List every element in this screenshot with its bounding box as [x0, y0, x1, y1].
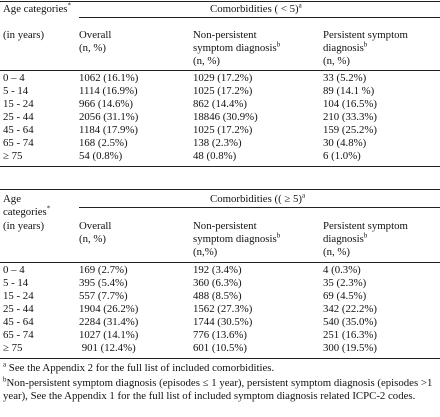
table2-group-title: Comorbidities (( ≥ 5)$^a$: [210, 191, 306, 205]
table1-col-nonpersistent-line3: (n, %): [193, 55, 220, 67]
nonpersistent-cell: 862 (14.4%): [193, 98, 247, 110]
table1-group-title: Comorbidities ( < 5)$^a$: [210, 1, 302, 15]
table1-bottom-rule: [0, 166, 440, 167]
overall-cell: 1062 (16.1%): [79, 72, 139, 84]
nonpersistent-cell: 1025 (17.2%): [193, 124, 253, 136]
persistent-cell: 35 (2.3%): [323, 277, 367, 289]
nonpersistent-cell: 192 (3.4%): [193, 264, 242, 276]
overall-cell: 2284 (31.4%): [79, 316, 139, 328]
table2-units-label: (in years): [3, 220, 45, 232]
age-cell: ≥ 75: [3, 150, 23, 162]
table2-age-header-line2: categories*: [3, 204, 51, 218]
overall-cell: 966 (14.6%): [79, 98, 133, 110]
table2-top-rule: [0, 189, 440, 190]
persistent-cell: 159 (25.2%): [323, 124, 377, 136]
age-cell: 65 - 74: [3, 329, 34, 341]
nonpersistent-cell: 776 (13.6%): [193, 329, 247, 341]
table2-group-rule: [79, 207, 440, 208]
nonpersistent-cell: 1562 (27.3%): [193, 303, 253, 315]
table2-col-nonpersistent-line1: Non-persistent: [193, 220, 257, 232]
table2-header-rule: [0, 262, 440, 263]
overall-cell: 54 (0.8%): [79, 150, 123, 162]
age-cell: 25 - 44: [3, 303, 34, 315]
nonpersistent-cell: 48 (0.8%): [193, 150, 237, 162]
table2-col-nonpersistent-line2: symptom diagnosis$^b$: [193, 231, 281, 245]
overall-cell: 168 (2.5%): [79, 137, 128, 149]
nonpersistent-cell: 360 (6.3%): [193, 277, 242, 289]
age-cell: 15 - 24: [3, 290, 34, 302]
footnote-a: $^a$ See the Appendix 2 for the full list of included comorbidities.: [3, 360, 275, 374]
table1-group-rule: [79, 17, 440, 18]
table2-col-overall-line1: Overall: [79, 220, 112, 232]
table1-col-nonpersistent-line1: Non-persistent: [193, 29, 257, 41]
table1-col-overall-line1: Overall: [79, 29, 112, 41]
nonpersistent-cell: 1744 (30.5%): [193, 316, 253, 328]
age-cell: 0 – 4: [3, 264, 25, 276]
persistent-cell: 210 (33.3%): [323, 111, 377, 123]
table1-col-persistent-line2: diagnosis$^b$: [323, 40, 368, 54]
nonpersistent-cell: 18846 (30.9%): [193, 111, 258, 123]
persistent-cell: 4 (0.3%): [323, 264, 361, 276]
age-cell: 25 - 44: [3, 111, 34, 123]
overall-cell: 1027 (14.1%): [79, 329, 139, 341]
table1-header-rule: [0, 70, 440, 71]
persistent-cell: 342 (22.2%): [323, 303, 377, 315]
overall-cell: 901 (12.4%): [79, 342, 136, 354]
age-cell: ≥ 75: [3, 342, 23, 354]
table2-col-persistent-line2: diagnosis$^b$: [323, 231, 368, 245]
table1-col-nonpersistent-line2: symptom diagnosis$^b$: [193, 40, 281, 54]
persistent-cell: 89 (14.1 %): [323, 85, 375, 97]
table1-age-header: Age categories*: [3, 1, 71, 15]
table1-top-rule: [0, 1, 440, 2]
table2-age-header-line1: Age: [3, 193, 21, 205]
overall-cell: 169 (2.7%): [79, 264, 128, 276]
nonpersistent-cell: 1029 (17.2%): [193, 72, 253, 84]
persistent-cell: 30 (4.8%): [323, 137, 367, 149]
persistent-cell: 104 (16.5%): [323, 98, 377, 110]
persistent-cell: 251 (16.3%): [323, 329, 377, 341]
persistent-cell: 33 (5.2%): [323, 72, 367, 84]
nonpersistent-cell: 1025 (17.2%): [193, 85, 253, 97]
persistent-cell: 300 (19.5%): [323, 342, 377, 354]
table2-col-overall-line2: (n, %): [79, 233, 106, 245]
age-cell: 65 - 74: [3, 137, 34, 149]
table2-col-nonpersistent-line3: (n,%): [193, 246, 218, 258]
nonpersistent-cell: 138 (2.3%): [193, 137, 242, 149]
overall-cell: 1904 (26.2%): [79, 303, 139, 315]
age-cell: 5 - 14: [3, 85, 29, 97]
table2-col-persistent-line1: Persistent symptom: [323, 220, 408, 232]
age-cell: 15 - 24: [3, 98, 34, 110]
nonpersistent-cell: 488 (8.5%): [193, 290, 242, 302]
table1-units-label: (in years): [3, 29, 45, 41]
table1-col-overall-line2: (n, %): [79, 42, 106, 54]
persistent-cell: 6 (1.0%): [323, 150, 361, 162]
table1-col-persistent-line1: Persistent symptom: [323, 29, 408, 41]
age-cell: 0 – 4: [3, 72, 25, 84]
overall-cell: 1114 (16.9%): [79, 85, 138, 97]
overall-cell: 1184 (17.9%): [79, 124, 138, 136]
footnote-b: $^b$Non-persistent symptom diagnosis (episodes ≤ 1 year), persistent symptom diagnosis (episodes >1 year), See the Appendix 1 for the full list of included symptom diagnosis related ICPC-2 codes.: [3, 375, 433, 403]
nonpersistent-cell: 601 (10.5%): [193, 342, 247, 354]
table2-bottom-rule: [0, 358, 440, 359]
age-cell: 45 - 64: [3, 316, 34, 328]
age-cell: 5 - 14: [3, 277, 29, 289]
persistent-cell: 69 (4.5%): [323, 290, 367, 302]
table1-col-persistent-line3: (n, %): [323, 55, 350, 67]
overall-cell: 557 (7.7%): [79, 290, 128, 302]
age-cell: 45 - 64: [3, 124, 34, 136]
persistent-cell: 540 (35.0%): [323, 316, 377, 328]
overall-cell: 395 (5.4%): [79, 277, 128, 289]
overall-cell: 2056 (31.1%): [79, 111, 139, 123]
table2-col-persistent-line3: (n, %): [323, 246, 350, 258]
